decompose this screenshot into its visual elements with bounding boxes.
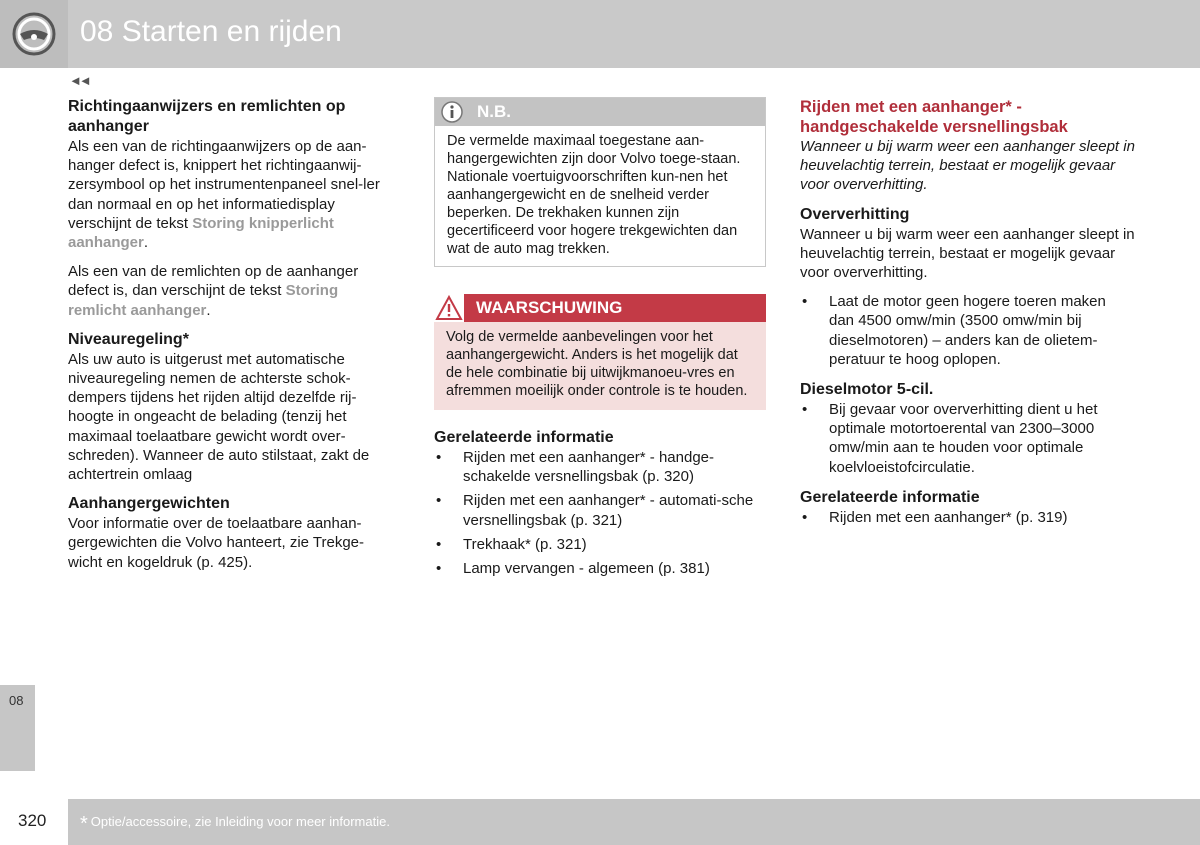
related-title: Gerelateerde informatie bbox=[800, 488, 980, 506]
chapter-tab[interactable] bbox=[0, 685, 35, 771]
paragraph: Wanneer u bij warm weer een aanhanger sleept in heuvelachtig terrein, bestaat er mogelijk gevaar voor oververhitting. bbox=[800, 225, 1135, 282]
page-footer bbox=[0, 799, 1200, 845]
column-right bbox=[800, 97, 1135, 532]
note-label: N.B. bbox=[477, 102, 511, 121]
display-message: Storing remlicht aanhanger bbox=[68, 282, 339, 319]
related-link[interactable]: • Rijden met een aanhanger* - handge-schakelde versnellingsbak (p. 320) bbox=[436, 449, 715, 486]
related-link[interactable]: • Trekhaak* (p. 321) bbox=[436, 535, 587, 553]
column-left bbox=[68, 97, 398, 572]
note-box bbox=[434, 97, 766, 267]
note-text: De vermelde maximaal toegestane aan-hangergewichten zijn door Volvo toege-staan. Nationale voertuigvoorschriften kun-nen het aanhangergewicht en de snelheid verder beperken. De trekhaken kunnen zijn gecertificeerd voor hogere trekgewichten dan wat de auto mag trekken. bbox=[447, 133, 741, 257]
related-list bbox=[800, 508, 1135, 527]
list-item: • Bij gevaar voor oververhitting dient u het optimale motortoerental van 2300–3000 omw/min aan te houden voor optimale koelvloeistofcirculatie. bbox=[802, 401, 1098, 476]
steering-wheel-icon bbox=[0, 0, 68, 68]
display-message: Storing knipperlicht aanhanger bbox=[68, 214, 334, 252]
page-header bbox=[0, 0, 1200, 68]
back-nav-icon[interactable]: ◄◄ bbox=[69, 73, 89, 88]
section-title: Niveauregeling* bbox=[68, 330, 189, 348]
paragraph: Als een van de richtingaanwijzers op de aan-hanger defect is, knippert het richtingaanwij-zersymbool op het instrumentenpaneel snel-ler dan normaal en op het informatiedisplay verschijnt de tekst Storing knipperlicht aanhanger. bbox=[68, 138, 380, 252]
paragraph[interactable]: Voor informatie over de toelaatbare aanhan-gergewichten die Volvo hanteert, zie Trekge-wicht en kogeldruk (p. 425). bbox=[68, 515, 365, 571]
paragraph: Als een van de remlichten op de aanhanger defect is, dan verschijnt de tekst Storing remlicht aanhanger. bbox=[68, 263, 359, 319]
related-link[interactable]: • Lamp vervangen - algemeen (p. 381) bbox=[436, 560, 710, 578]
related-list bbox=[434, 448, 766, 578]
column-middle bbox=[434, 97, 766, 583]
related-title: Gerelateerde informatie bbox=[434, 429, 614, 446]
list-item: • Laat de motor geen hogere toeren maken dan 4500 omw/min (3500 omw/min bij dieselmotoren) – anders kan de olietem-peratuur te hoog oplopen. bbox=[802, 293, 1106, 368]
footnote: * Optie/accessoire, zie Inleiding voor meer informatie. bbox=[80, 813, 390, 835]
warning-text: Volg de vermelde aanbevelingen voor het aanhangergewicht. Anders is het mogelijk dat de hele combinatie bij uitwijkmanoeu-vres en afremmen moeilijk onder controle is te houden. bbox=[434, 322, 766, 410]
warning-triangle-icon bbox=[434, 294, 464, 322]
intro-text: Wanneer u bij warm weer een aanhanger sleept in heuvelachtig terrein, bestaat er mogelijk gevaar voor oververhitting. bbox=[800, 138, 1135, 194]
paragraph: Als uw auto is uitgerust met automatische niveauregeling nemen de achterste schok-dempers tijdens het rijden altijd dezelfde rij-hoogte in ongeacht de belading (tenzij het maximaal toelaatbare gewicht wordt over-schreden). Wanneer de auto stilstaat, zakt de achtertrein omlaag bbox=[68, 350, 370, 484]
warning-box bbox=[434, 294, 766, 410]
page-number: 320 bbox=[18, 811, 47, 830]
article-title: Rijden met een aanhanger* - handgeschakelde versnellingsbak bbox=[800, 98, 1068, 136]
related-link[interactable]: • Rijden met een aanhanger* - automati-sche versnellingsbak (p. 321) bbox=[436, 492, 754, 529]
section-title: Aanhangergewichten bbox=[68, 495, 230, 513]
warning-label: WAARSCHUWING bbox=[476, 298, 623, 317]
related-link[interactable]: • Rijden met een aanhanger* (p. 319) bbox=[802, 508, 1068, 526]
chapter-title: 08 Starten en rijden bbox=[80, 15, 342, 48]
chapter-tab-label: 08 bbox=[9, 693, 24, 708]
section-title: Dieselmotor 5-cil. bbox=[800, 381, 934, 399]
section-title: Richtingaanwijzers en remlichten op aanhanger bbox=[68, 98, 346, 135]
section-title: Oververhitting bbox=[800, 205, 910, 223]
info-icon bbox=[441, 101, 463, 123]
